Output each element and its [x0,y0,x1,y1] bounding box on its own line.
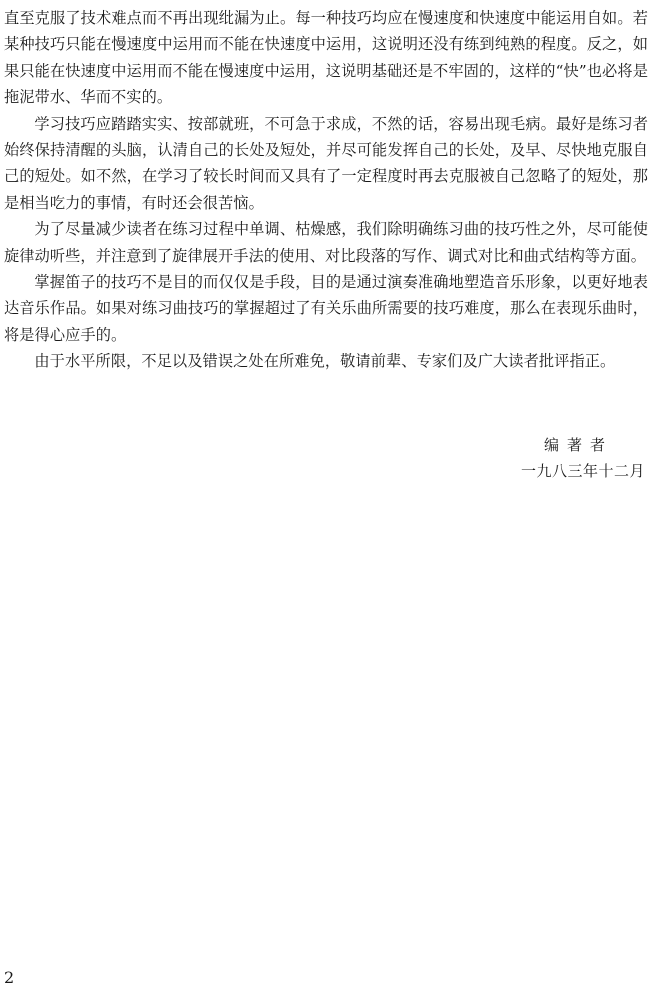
signature-date: 一九八三年十二月 [520,462,645,480]
page-number: 2 [4,968,15,987]
paragraph-3: 为了尽量减少读者在练习过程中单调、枯燥感，我们除明确练习曲的技巧性之外，尽可能使旋律动听些，并注意到了旋律展开手法的使用、对比段落的写作、调式对比和曲式结构等方面。 [4,220,648,265]
author-signature: 编著者 [543,436,613,454]
signature-block [521,432,645,484]
paragraph-2: 学习技巧应踏踏实实、按部就班，不可急于求成，不然的话，容易出现毛病。最好是练习者始终保持清醒的头脑，认清自己的长处及短处，并尽可能发挥自己的长处，及早、尽快地克服自己的短处。如不然，在学习了较长时间而又具有了一定程度时再去克服被自己忽略了的短处，那是相当吃力的事情，有时还会很苦恼。 [4,114,648,212]
preface-body [4,5,648,375]
paragraph-5: 由于水平所限，不足以及错误之处在所难免，敬请前辈、专家们及广大读者批评指正。 [34,352,616,371]
paragraph-1: 直至克服了技术难点而不再出现纰漏为止。每一种技巧均应在慢速度和快速度中能运用自如。若某种技巧只能在慢速度中运用而不能在快速度中运用，这说明还没有练到纯熟的程度。反之，如果只能在快速度中运用而不能在慢速度中运用，这说明基础还是不牢固的，这样的“快”也必将是拖泥带水、华而不实的。 [4,9,648,107]
paragraph-4: 掌握笛子的技巧不是目的而仅仅是手段，目的是通过演奏准确地塑造音乐形象，以更好地表达音乐作品。如果对练习曲技巧的掌握超过了有关乐曲所需要的技巧难度，那么在表现乐曲时，将是得心应手的。 [4,273,648,344]
